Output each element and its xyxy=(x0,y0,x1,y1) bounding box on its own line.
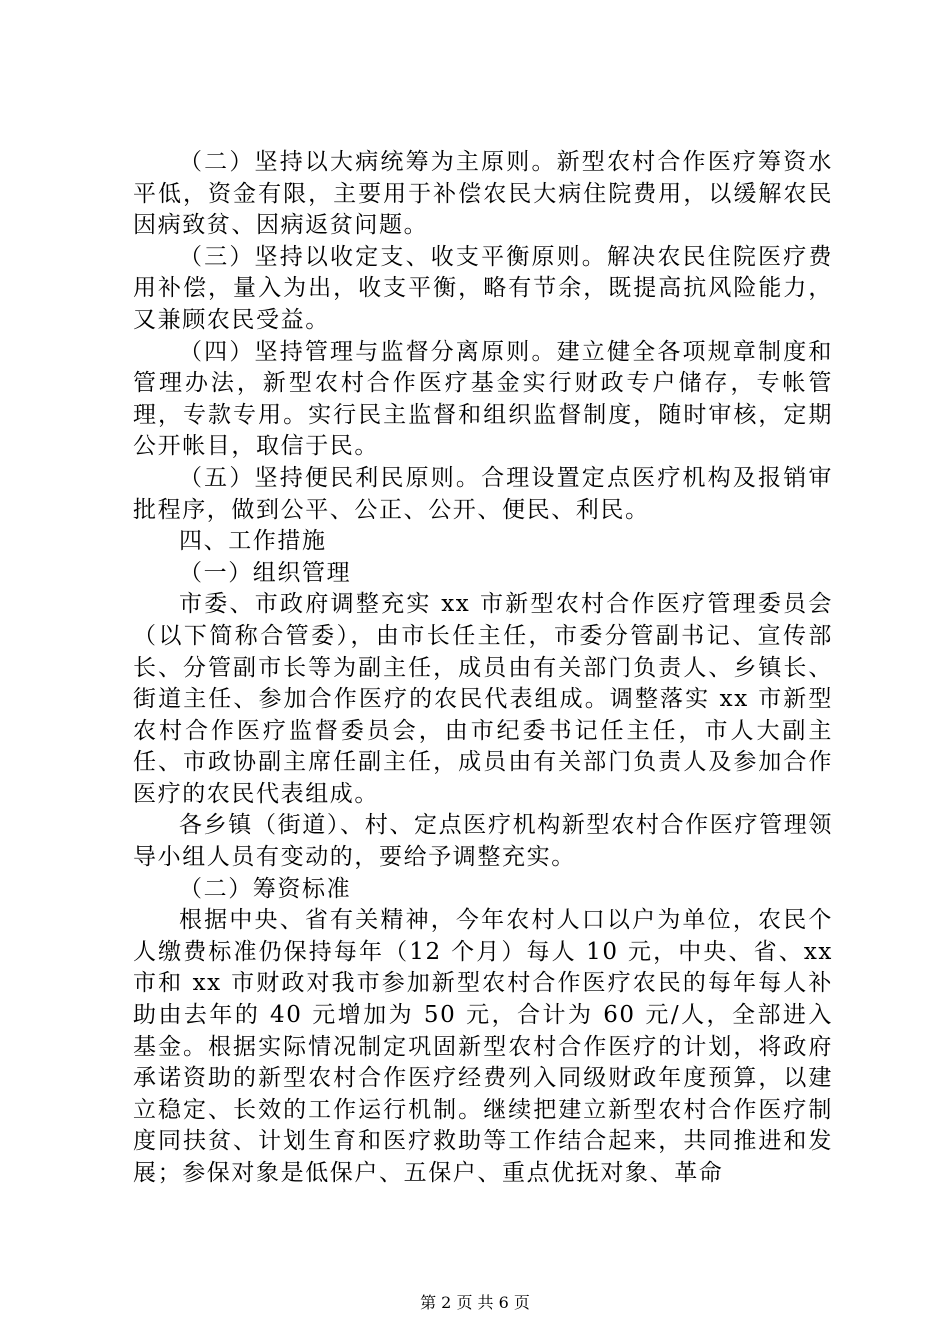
page-number-footer: 第 2 页 共 6 页 xyxy=(420,1293,530,1312)
paragraph-principle-4: （四）坚持管理与监督分离原则。建立健全各项规章制度和管理办法，新型农村合作医疗基金实行财政专户储存，专帐管理，专款专用。实行民主监督和组织监督制度，随时审核，定期公开帐目，取信于民。 xyxy=(133,338,833,460)
paragraph-principle-5: （五）坚持便民利民原则。合理设置定点医疗机构及报销审批程序，做到公平、公正、公开、便民、利民。 xyxy=(133,464,833,523)
paragraph-funding: 根据中央、省有关精神，今年农村人口以户为单位，农民个人缴费标准仍保持每年（12 个月）每人 10 元，中央、省、xx 市和 xx 市财政对我市参加新型农村合作医疗农民的每年每人补助由去年的 40 元增加为 50 元，合计为 60 元/人，全部进入基金。根据实际情况制定巩固新型农村合作医疗的计划，将政府承诺资助的新型农村合作医疗经费列入同级财政年度预算，以建立稳定、长效的工作运行机制。继续把建立新型农村合作医疗制度同扶贫、计划生育和医疗救助等工作结合起来，共同推进和发展；参保对象是低保户、五保户、重点优抚对象、革命 xyxy=(133,907,833,1186)
paragraph-adjustment: 各乡镇（街道）、村、定点医疗机构新型农村合作医疗管理领导小组人员有变动的，要给予调整充实。 xyxy=(133,812,833,871)
section-heading-measures: 四、工作措施 xyxy=(179,528,327,555)
subheading-funding: （二）筹资标准 xyxy=(179,875,352,902)
paragraph-principle-3: （三）坚持以收定支、收支平衡原则。解决农民住院医疗费用补偿，量入为出，收支平衡，略有节余，既提高抗风险能力，又兼顾农民受益。 xyxy=(133,243,833,333)
body-text xyxy=(133,147,833,1190)
subheading-organization: （一）组织管理 xyxy=(179,559,352,586)
paragraph-organization: 市委、市政府调整充实 xx 市新型农村合作医疗管理委员会（以下简称合管委），由市长任主任，市委分管副书记、宣传部长、分管副市长等为副主任，成员由有关部门负责人、乡镇长、街道主任、参加合作医疗的农民代表组成。调整落实 xx 市新型农村合作医疗监督委员会，由市纪委书记任主任，市人大副主任、市政协副主席任副主任，成员由有关部门负责人及参加合作医疗的农民代表组成。 xyxy=(133,591,833,807)
paragraph-principle-2: （二）坚持以大病统筹为主原则。新型农村合作医疗筹资水平低，资金有限，主要用于补偿农民大病住院费用，以缓解农民因病致贫、因病返贫问题。 xyxy=(133,149,833,239)
